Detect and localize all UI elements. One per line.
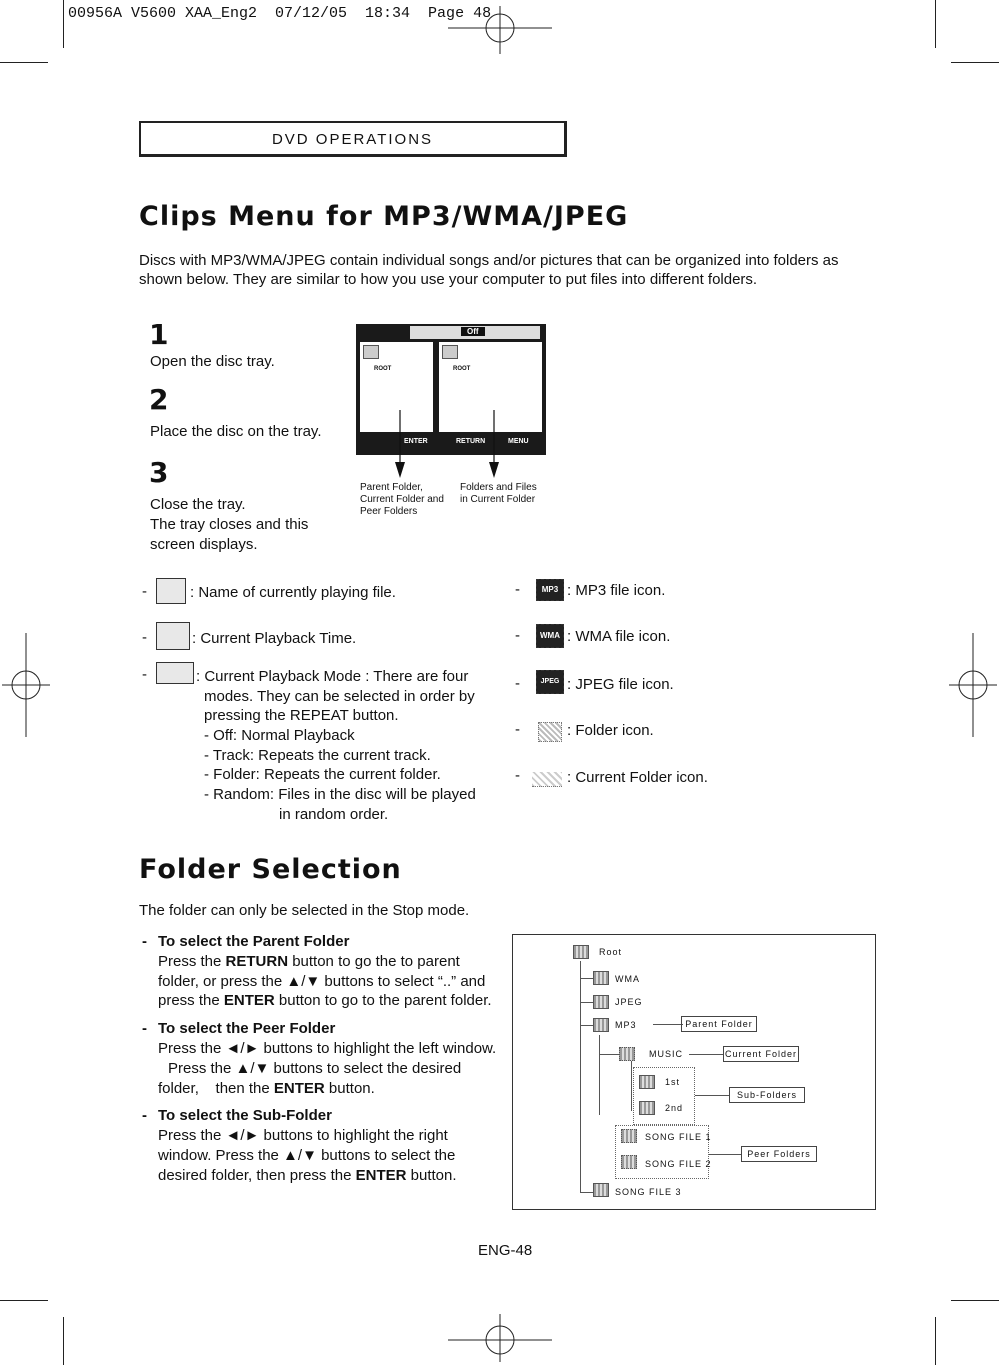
current-callout-arrow bbox=[689, 1054, 723, 1055]
legend-playback-time: : Current Playback Time. bbox=[192, 630, 357, 647]
crop-mark-tl-h bbox=[0, 62, 48, 63]
screen-enter-button: ENTER bbox=[404, 438, 428, 445]
legend-jpeg: : JPEG file icon. bbox=[567, 676, 674, 693]
playback-mode-icon bbox=[156, 662, 194, 684]
tree-music-branch bbox=[631, 1059, 632, 1111]
music-folder-icon bbox=[619, 1047, 635, 1061]
callout-current-folder: Current Folder bbox=[723, 1046, 799, 1062]
second-folder-icon bbox=[639, 1101, 655, 1115]
tree-mp3-branch bbox=[599, 1035, 600, 1115]
step-3-text-2: The tray closes and this bbox=[150, 516, 309, 533]
tree-song1: SONG FILE 1 bbox=[645, 1132, 712, 1142]
parent-line2: folder, or press the ▲/▼ buttons to select “..” and bbox=[158, 973, 486, 990]
caption-left-3: Peer Folders bbox=[360, 506, 418, 517]
crop-mark-tr-h bbox=[951, 62, 999, 63]
peer-line3: folder, then the ENTER button. bbox=[158, 1080, 375, 1097]
tree-first: 1st bbox=[665, 1077, 681, 1087]
screen-left-root: ROOT bbox=[374, 366, 392, 372]
tree-song3: SONG FILE 3 bbox=[615, 1187, 682, 1197]
legend-right-dash-1: - bbox=[515, 581, 520, 598]
section-label: DVD OPERATIONS bbox=[139, 121, 567, 157]
peer-heading: To select the Peer Folder bbox=[158, 1020, 336, 1037]
folder-tree-diagram bbox=[512, 934, 876, 1210]
legend-right-dash-5: - bbox=[515, 767, 520, 784]
sub-line3: desired folder, then press the ENTER button. bbox=[158, 1167, 457, 1184]
peer-callout-arrow bbox=[709, 1154, 741, 1155]
legend-file-name: : Name of currently playing file. bbox=[190, 584, 396, 601]
clips-intro-line1: Discs with MP3/WMA/JPEG contain individual songs and/or pictures that can be organized into folders as bbox=[139, 252, 839, 269]
crop-mark-tr-v bbox=[935, 0, 936, 48]
tree-root: Root bbox=[599, 947, 623, 957]
sub-line2: window. Press the ▲/▼ buttons to select the bbox=[158, 1147, 456, 1164]
playback-time-icon bbox=[442, 345, 458, 359]
folder-intro: The folder can only be selected in the Stop mode. bbox=[139, 902, 470, 919]
peer-line1: Press the ◄/► buttons to highlight the left window. bbox=[158, 1040, 497, 1057]
callout-peer-folders: Peer Folders bbox=[741, 1146, 817, 1162]
step-3-text-3: screen displays. bbox=[150, 536, 258, 553]
legend-folder: : Folder icon. bbox=[567, 722, 654, 739]
song-file-3-icon bbox=[593, 1183, 609, 1197]
tree-music-stub bbox=[599, 1054, 621, 1055]
playback-time-legend-icon bbox=[156, 622, 190, 650]
step-3-text-1: Close the tray. bbox=[150, 496, 246, 513]
screen-menu-button: MENU bbox=[508, 438, 529, 445]
folder-title: Folder Selection bbox=[139, 854, 402, 885]
step-1-text: Open the disc tray. bbox=[150, 353, 275, 370]
registration-mark-right-icon bbox=[949, 633, 997, 737]
legend-right-dash-2: - bbox=[515, 627, 520, 644]
mode-line-3: - Off: Normal Playback bbox=[204, 727, 355, 744]
crop-mark-bl-h bbox=[0, 1300, 48, 1301]
tree-jpeg: JPEG bbox=[615, 997, 643, 1007]
caption-left-2: Current Folder and bbox=[360, 494, 444, 505]
first-folder-icon bbox=[639, 1075, 655, 1089]
legend-wma: : WMA file icon. bbox=[567, 628, 671, 645]
legend-right-dash-4: - bbox=[515, 721, 520, 738]
peer-line2: Press the ▲/▼ buttons to select the desired bbox=[168, 1060, 462, 1077]
parent-line1: Press the RETURN button to go the to parent bbox=[158, 953, 460, 970]
tree-trunk bbox=[580, 961, 581, 1193]
callout-parent-folder: Parent Folder bbox=[681, 1016, 757, 1032]
tree-second: 2nd bbox=[665, 1103, 684, 1113]
legend-current-folder: : Current Folder icon. bbox=[567, 769, 708, 786]
sub-callout-arrow bbox=[695, 1095, 729, 1096]
mp3-folder-icon bbox=[593, 1018, 609, 1032]
tree-wma: WMA bbox=[615, 974, 640, 984]
jpeg-folder-icon bbox=[593, 995, 609, 1009]
crop-mark-br-v bbox=[935, 1317, 936, 1365]
peer-dash: - bbox=[142, 1020, 147, 1037]
caption-right-1: Folders and Files bbox=[460, 482, 537, 493]
step-1-number: 1 bbox=[149, 318, 169, 351]
file-name-icon bbox=[156, 578, 186, 604]
step-3-number: 3 bbox=[149, 456, 169, 489]
clips-title: Clips Menu for MP3/WMA/JPEG bbox=[139, 201, 629, 232]
screen-right-root: ROOT bbox=[453, 366, 471, 372]
legend-mp3: : MP3 file icon. bbox=[567, 582, 666, 599]
current-folder-icon bbox=[532, 772, 562, 787]
legend-left-dash-3: - bbox=[142, 666, 147, 683]
tree-song2: SONG FILE 2 bbox=[645, 1159, 712, 1169]
tree-jpeg-stub bbox=[580, 1002, 594, 1003]
parent-line3: press the ENTER button to go to the parent folder. bbox=[158, 992, 492, 1009]
mode-line-7: in random order. bbox=[279, 806, 389, 823]
step-2-number: 2 bbox=[149, 383, 169, 416]
wma-folder-icon bbox=[593, 971, 609, 985]
screen-return-button: RETURN bbox=[456, 438, 486, 445]
mode-line-6: - Random: Files in the disc will be played bbox=[204, 786, 476, 803]
screen-mode-label: Off bbox=[461, 327, 485, 336]
legend-right-dash-3: - bbox=[515, 675, 520, 692]
callout-sub-folders: Sub-Folders bbox=[729, 1087, 805, 1103]
root-folder-icon bbox=[573, 945, 589, 959]
legend-playback-mode: : Current Playback Mode : There are four bbox=[196, 668, 469, 685]
mode-line-5: - Folder: Repeats the current folder. bbox=[204, 766, 441, 783]
tree-mp3-stub bbox=[580, 1025, 594, 1026]
song-file-1-icon bbox=[621, 1129, 637, 1143]
print-header: 00956A V5600 XAA_Eng2 07/12/05 18:34 Page 48 bbox=[68, 5, 492, 22]
mode-line-4: - Track: Repeats the current track. bbox=[204, 747, 431, 764]
playing-file-icon bbox=[363, 345, 379, 359]
clips-intro-line2: shown below. They are similar to how you use your computer to put files into different folders. bbox=[139, 271, 758, 288]
registration-mark-bottom-icon bbox=[448, 1314, 552, 1362]
sub-line1: Press the ◄/► buttons to highlight the right bbox=[158, 1127, 448, 1144]
song-file-2-icon bbox=[621, 1155, 637, 1169]
tree-mp3: MP3 bbox=[615, 1020, 637, 1030]
wma-file-icon: WMA bbox=[536, 624, 564, 648]
mode-line-2: pressing the REPEAT button. bbox=[204, 707, 399, 724]
mp3-file-icon: MP3 bbox=[536, 579, 564, 601]
parent-dash: - bbox=[142, 933, 147, 950]
registration-mark-left-icon bbox=[2, 633, 50, 737]
crop-mark-tl-v bbox=[63, 0, 64, 48]
mode-line-1: modes. They can be selected in order by bbox=[204, 688, 475, 705]
crop-mark-br-h bbox=[951, 1300, 999, 1301]
parent-heading: To select the Parent Folder bbox=[158, 933, 350, 950]
caption-left-1: Parent Folder, bbox=[360, 482, 423, 493]
sub-dash: - bbox=[142, 1107, 147, 1124]
legend-left-dash-1: - bbox=[142, 583, 147, 600]
sub-heading: To select the Sub-Folder bbox=[158, 1107, 332, 1124]
crop-mark-bl-v bbox=[63, 1317, 64, 1365]
folder-icon bbox=[538, 722, 562, 742]
jpeg-file-icon: JPEG bbox=[536, 670, 564, 694]
tree-wma-stub bbox=[580, 978, 594, 979]
step-2-text: Place the disc on the tray. bbox=[150, 423, 322, 440]
parent-callout-arrow bbox=[653, 1024, 683, 1025]
caption-right-2: in Current Folder bbox=[460, 494, 536, 505]
legend-left-dash-2: - bbox=[142, 629, 147, 646]
page-number: ENG-48 bbox=[478, 1242, 533, 1259]
tree-music: MUSIC bbox=[649, 1049, 683, 1059]
tree-song3-stub bbox=[580, 1192, 594, 1193]
screen-pointer-arrows-icon bbox=[356, 410, 546, 482]
